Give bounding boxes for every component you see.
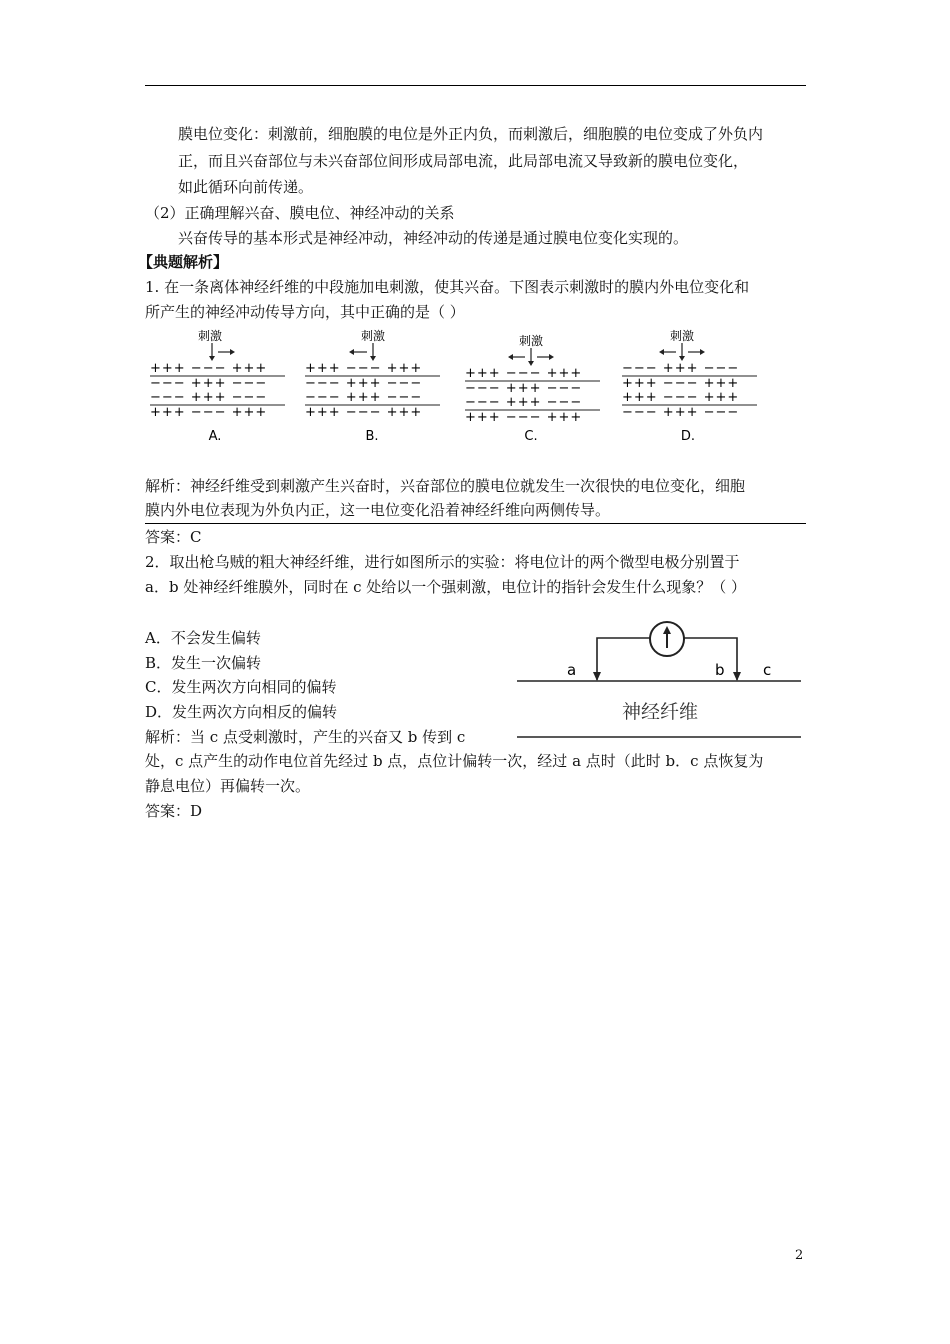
option-label: D.	[680, 429, 696, 444]
page-number: 2	[795, 1248, 804, 1263]
option-label: A.	[208, 429, 222, 444]
membrane-row: −−− +++ −−−	[622, 405, 740, 420]
membrane-row: +++ −−− +++	[622, 376, 740, 391]
membrane-row: +++ −−− +++	[465, 410, 583, 425]
paragraph-line: 如此循环向前传递。	[178, 178, 314, 196]
question-1-analysis: 解析：神经纤维受到刺激产生兴奋时，兴奋部位的膜电位就发生一次很快的电位变化，细胞	[145, 477, 746, 495]
paragraph-line: 正，而且兴奋部位与未兴奋部位间形成局部电流，此局部电流又导致新的膜电位变化，	[178, 152, 749, 170]
option-b-diagram	[305, 328, 440, 444]
question-2-analysis: 处，c 点产生的动作电位首先经过 b 点，点位计偏转一次，经过 a 点时（此时 b．c 点恢复为	[145, 752, 764, 770]
membrane-row: −−− +++ −−−	[465, 395, 583, 410]
membrane-potential-figure	[145, 325, 765, 450]
stimulus-point-label-c: c	[763, 661, 772, 679]
stimulus-label: 刺激	[669, 329, 695, 343]
stimulus-label: 刺激	[360, 329, 386, 343]
membrane-row: +++ −−− +++	[465, 366, 583, 381]
question-1-answer: 答案：C	[145, 528, 202, 546]
question-1-stem: 1. 在一条离体神经纤维的中段施加电刺激，使其兴奋。下图表示刺激时的膜内外电位变化和	[145, 278, 750, 296]
electrode-label-a: a	[567, 661, 577, 679]
option-c-diagram	[465, 333, 600, 444]
option-d-diagram	[622, 328, 757, 444]
question-2-option: D．发生两次方向相反的偏转	[145, 703, 338, 721]
question-2-option: B．发生一次偏转	[145, 654, 262, 672]
stimulus-label: 刺激	[518, 334, 544, 348]
stimulus-label: 刺激	[197, 329, 223, 343]
option-label: B.	[365, 429, 379, 444]
membrane-row: +++ −−− +++	[305, 361, 423, 376]
membrane-row: −−− +++ −−−	[150, 376, 268, 391]
membrane-row: +++ −−− +++	[150, 405, 268, 420]
nerve-fiber-label: 神经纤维	[621, 701, 699, 723]
membrane-row: +++ −−− +++	[150, 361, 268, 376]
galvanometer-figure	[515, 612, 805, 742]
option-a-diagram	[150, 328, 285, 444]
question-2-stem: a．b 处神经纤维膜外，同时在 c 处给以一个强刺激，电位计的指针会发生什么现象？（ ）	[145, 578, 747, 596]
question-2-analysis: 解析：当 c 点受刺激时，产生的兴奋又 b 传到 c	[145, 728, 466, 746]
question-2-option: A．不会发生偏转	[145, 629, 261, 647]
header-rule	[145, 85, 806, 86]
membrane-row: −−− +++ −−−	[465, 381, 583, 396]
membrane-row: +++ −−− +++	[305, 405, 423, 420]
question-2-answer: 答案：D	[145, 802, 203, 820]
question-2-option: C．发生两次方向相同的偏转	[145, 678, 337, 696]
membrane-row: −−− +++ −−−	[305, 390, 423, 405]
divider-rule	[145, 523, 806, 524]
paragraph-line: 兴奋传导的基本形式是神经冲动，神经冲动的传递是通过膜电位变化实现的。	[178, 229, 689, 247]
membrane-row: −−− +++ −−−	[150, 390, 268, 405]
question-1-analysis: 膜内外电位表现为外负内正，这一电位变化沿着神经纤维向两侧传导。	[145, 501, 611, 519]
question-1-stem: 所产生的神经冲动传导方向，其中正确的是（ ）	[145, 303, 465, 321]
electrode-label-b: b	[715, 661, 725, 679]
section-title: 【典题解析】	[138, 253, 229, 271]
membrane-row: −−− +++ −−−	[305, 376, 423, 391]
subheading: （2）正确理解兴奋、膜电位、神经冲动的关系	[145, 204, 455, 222]
question-2-analysis: 静息电位）再偏转一次。	[145, 777, 311, 795]
option-label: C.	[524, 429, 538, 444]
paragraph-line: 膜电位变化：刺激前，细胞膜的电位是外正内负，而刺激后，细胞膜的电位变成了外负内	[178, 125, 764, 143]
membrane-row: +++ −−− +++	[622, 390, 740, 405]
membrane-row: −−− +++ −−−	[622, 361, 740, 376]
question-2-stem: 2．取出枪乌贼的粗大神经纤维，进行如图所示的实验：将电位计的两个微型电极分别置于	[145, 553, 740, 571]
